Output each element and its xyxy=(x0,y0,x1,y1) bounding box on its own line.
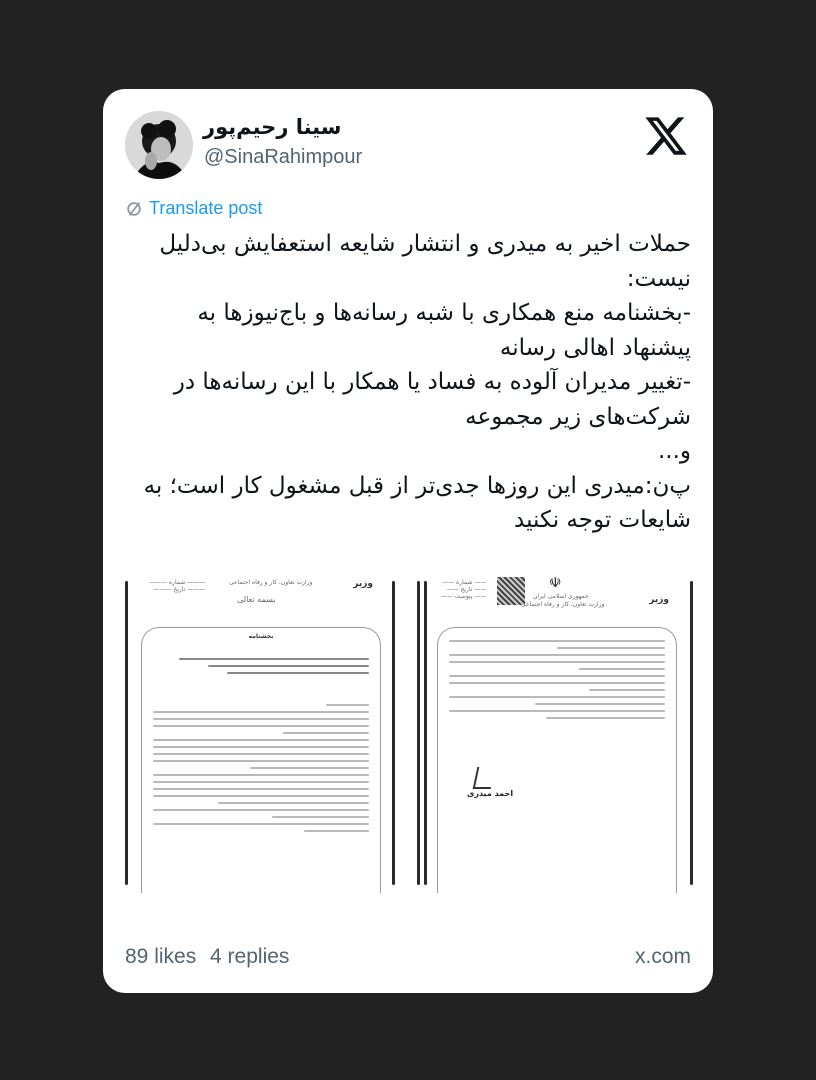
document-image-1[interactable] xyxy=(119,571,403,893)
translate-icon xyxy=(125,200,143,218)
page-edge xyxy=(424,581,427,885)
doc-date-fields: —— شماره —— —— تاریخ —— —— پیوست —— xyxy=(441,579,487,600)
doc-bismillah: بسمه تعالی xyxy=(237,595,276,604)
likes-count[interactable]: 89 likes xyxy=(125,945,197,968)
author-display-name[interactable]: سینا رحیم‌پور xyxy=(203,115,342,139)
post-text-line: -تغییر مدیران آلوده به فساد یا همکار با این رسانه‌ها در شرکت‌های زیر مجموعه xyxy=(173,369,691,430)
page-edge xyxy=(690,581,693,885)
doc-minister-label: وزیر xyxy=(353,579,373,589)
doc-heading: بخشنامه xyxy=(248,633,274,640)
document-image-2[interactable] xyxy=(415,571,699,893)
doc-ministry-header: وزارت تعاون، کار و رفاه اجتماعی xyxy=(229,579,313,586)
post-text-line: پ‌ن:میدری این روزها جدی‌تر از قبل مشغول کار است؛ به شایعات توجه نکنید xyxy=(143,472,691,533)
doc-republic-header: جمهوری اسلامی ایران xyxy=(533,593,589,600)
page-edge xyxy=(392,581,395,885)
page-edge xyxy=(417,581,420,885)
replies-count[interactable]: 4 replies xyxy=(210,945,290,968)
media-grid xyxy=(119,571,699,893)
translate-post-link[interactable] xyxy=(125,198,262,219)
post-text-line: و... xyxy=(657,438,691,464)
page-edge xyxy=(125,581,128,885)
author-handle[interactable]: @SinaRahimpour xyxy=(204,146,363,168)
post-text-line: -بخشنامه منع همکاری با شبه رسانه‌ها و باج‌نیوزها به پیشنهاد اهالی رسانه xyxy=(197,300,691,361)
translate-label: Translate post xyxy=(149,198,263,218)
iran-emblem-icon: ☫ xyxy=(549,575,562,591)
post-text-line: حملات اخیر به میدری و انتشار شایعه استعفایش بی‌دلیل نیست: xyxy=(159,231,691,292)
doc-minister-label: وزیر xyxy=(649,595,669,605)
source-link[interactable]: x.com xyxy=(634,945,691,968)
engagement-stats xyxy=(125,945,297,969)
post-footer xyxy=(125,945,691,969)
doc-body-text xyxy=(153,699,369,837)
doc-date-fields: ——— شماره ——— ——— تاریخ ——— xyxy=(149,579,206,593)
doc-body-text xyxy=(449,635,665,724)
doc-ministry-header: وزارت تعاون، کار و رفاه اجتماعی xyxy=(521,601,605,608)
avatar[interactable] xyxy=(125,111,193,179)
x-logo-icon[interactable] xyxy=(643,113,689,159)
post-card xyxy=(103,89,713,993)
doc-recipients xyxy=(179,653,369,679)
doc-signature-name: احمد میدری xyxy=(467,789,514,798)
post-text xyxy=(123,227,691,538)
